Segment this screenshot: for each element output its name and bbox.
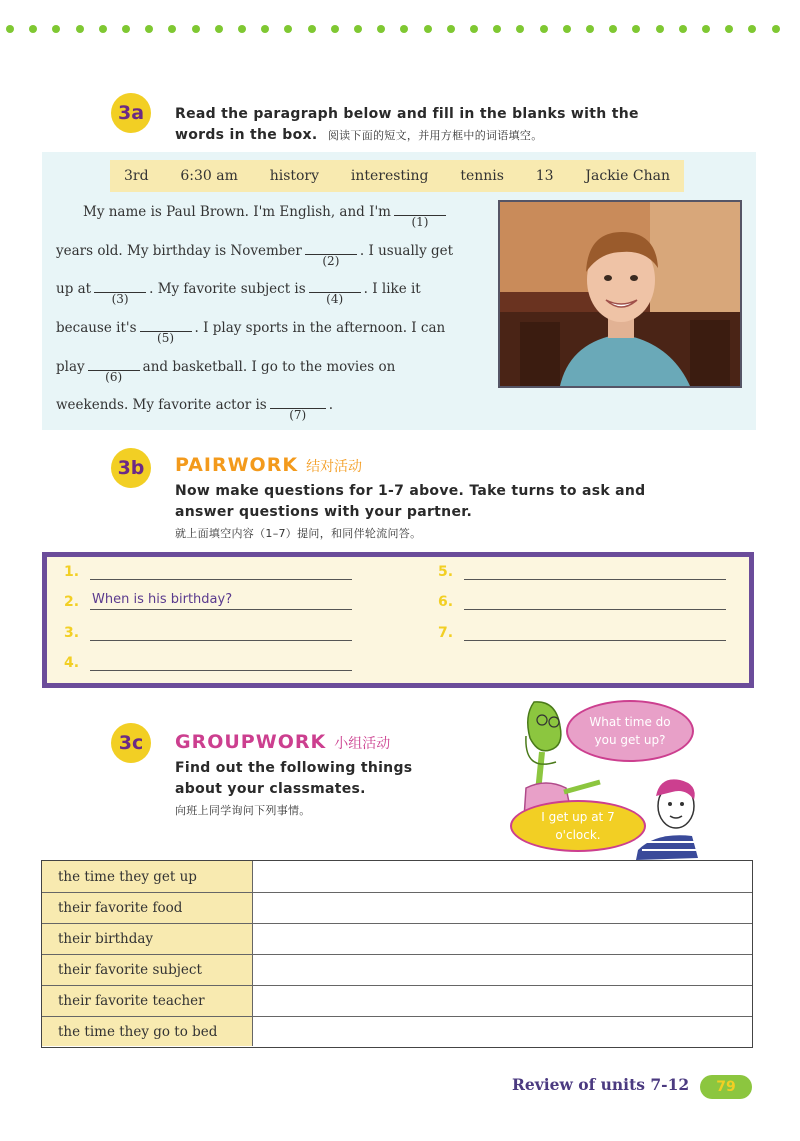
word-box-item: 6:30 am <box>180 168 238 184</box>
table-row-label: their birthday <box>42 924 253 954</box>
table-row <box>42 1017 752 1046</box>
question-item-4: 4. <box>64 653 352 671</box>
border-dot <box>493 25 501 33</box>
border-dot <box>6 25 14 33</box>
table-row-answer-cell[interactable] <box>253 955 752 985</box>
question-item-6: 6. <box>438 592 726 610</box>
table-row-label: the time they get up <box>42 861 253 892</box>
cartoon-boy-figure <box>636 779 698 860</box>
word-box-item: history <box>269 168 320 184</box>
border-dot <box>470 25 478 33</box>
smiling-boy-photo <box>498 200 742 388</box>
word-box-item: interesting <box>350 168 429 184</box>
blank-5[interactable]: (5) <box>140 318 192 332</box>
table-row-answer-cell[interactable] <box>253 861 752 892</box>
answer-line[interactable] <box>90 623 352 641</box>
question-speech-bubble: What time do you get up? <box>566 700 694 762</box>
answer-speech-bubble: I get up at 7 o'clock. <box>510 800 646 852</box>
instruction-line-2: words in the box. 阅读下面的短文，并用方框中的词语填空。 <box>175 127 543 143</box>
border-dot <box>679 25 687 33</box>
border-dot <box>238 25 246 33</box>
word-box-item: tennis <box>460 168 504 184</box>
table-row-label: their favorite teacher <box>42 986 253 1016</box>
question-item-1: 1. <box>64 562 352 580</box>
border-dot <box>447 25 455 33</box>
word-box <box>110 160 684 192</box>
instruction-cn: 向班上同学询问下列事情。 <box>175 804 311 817</box>
instruction-line-2: about your classmates. <box>175 781 366 797</box>
border-dot <box>261 25 269 33</box>
border-dot <box>308 25 316 33</box>
border-dot <box>400 25 408 33</box>
section-3c-badge: 3c <box>111 723 151 763</box>
groupwork-table <box>41 860 753 1048</box>
blank-1[interactable]: (1) <box>394 202 446 216</box>
border-dot <box>702 25 710 33</box>
answer-line[interactable] <box>90 653 352 671</box>
border-dot <box>586 25 594 33</box>
border-dot <box>656 25 664 33</box>
pairwork-heading <box>175 454 362 476</box>
border-dot <box>563 25 571 33</box>
blank-4[interactable]: (4) <box>309 279 361 293</box>
instruction-line-2: answer questions with your partner. <box>175 504 473 520</box>
border-dot <box>424 25 432 33</box>
border-dot <box>725 25 733 33</box>
border-dot <box>377 25 385 33</box>
border-dot <box>772 25 780 33</box>
table-row <box>42 986 752 1017</box>
border-dot <box>354 25 362 33</box>
border-dot <box>516 25 524 33</box>
section-3a-badge: 3a <box>111 93 151 133</box>
answer-line[interactable] <box>464 623 726 641</box>
groupwork-title: GROUPWORK <box>175 731 327 753</box>
blank-2[interactable]: (2) <box>305 241 357 255</box>
word-box-item: 3rd <box>124 168 149 184</box>
word-box-item: Jackie Chan <box>585 168 670 184</box>
blank-7[interactable]: (7) <box>270 395 326 409</box>
section-3a-instruction <box>175 104 639 146</box>
question-item-5: 5. <box>438 562 726 580</box>
footer-unit-title: Review of units 7-12 <box>512 1075 690 1094</box>
instruction-cn: 阅读下面的短文，并用方框中的词语填空。 <box>327 129 543 142</box>
border-dot <box>122 25 130 33</box>
pairwork-title: PAIRWORK <box>175 454 299 476</box>
word-box-item: 13 <box>535 168 554 184</box>
table-row-answer-cell[interactable] <box>253 893 752 923</box>
groupwork-heading <box>175 731 390 753</box>
question-item-7: 7. <box>438 623 726 641</box>
instruction-line-1: Find out the following things <box>175 760 413 776</box>
border-dot <box>284 25 292 33</box>
section-3b-instruction <box>175 481 645 544</box>
table-row-answer-cell[interactable] <box>253 1017 752 1046</box>
blank-6[interactable]: (6) <box>88 357 140 371</box>
groupwork-title-cn: 小组活动 <box>334 736 391 752</box>
paragraph-line-6: weekends. My favorite actor is (7) . <box>56 397 334 422</box>
answer-line[interactable] <box>90 562 352 580</box>
answer-line[interactable] <box>464 562 726 580</box>
table-row-answer-cell[interactable] <box>253 986 752 1016</box>
section-3c-instruction <box>175 758 412 821</box>
section-3b-badge: 3b <box>111 448 151 488</box>
border-dot <box>76 25 84 33</box>
border-dot <box>540 25 548 33</box>
instruction-line-1: Read the paragraph below and fill in the blanks with the <box>175 106 639 122</box>
border-dot <box>29 25 37 33</box>
border-dot <box>52 25 60 33</box>
page-number: 79 <box>700 1075 752 1099</box>
table-row-label: the time they go to bed <box>42 1017 253 1046</box>
paragraph-line-4: because it's (5) . I play sports in the afternoon. I can <box>56 320 446 345</box>
table-row-label: their favorite food <box>42 893 253 923</box>
paragraph-line-5: play (6) and basketball. I go to the movies on <box>56 359 396 384</box>
question-item-3: 3. <box>64 623 352 641</box>
table-row <box>42 924 752 955</box>
paragraph-line-1: My name is Paul Brown. I'm English, and I'm (1) <box>83 202 523 220</box>
border-dot <box>99 25 107 33</box>
border-dot <box>748 25 756 33</box>
instruction-line-1: Now make questions for 1-7 above. Take turns to ask and <box>175 483 646 499</box>
answer-line[interactable] <box>464 592 726 610</box>
table-row <box>42 893 752 924</box>
border-dot <box>609 25 617 33</box>
top-dotted-border <box>0 22 800 36</box>
border-dot <box>215 25 223 33</box>
table-row <box>42 955 752 986</box>
table-row <box>42 861 752 893</box>
border-dot <box>632 25 640 33</box>
border-dot <box>192 25 200 33</box>
border-dot <box>331 25 339 33</box>
border-dot <box>168 25 176 33</box>
blank-3[interactable]: (3) <box>94 279 146 293</box>
table-row-label: their favorite subject <box>42 955 253 985</box>
answer-line[interactable]: When is his birthday? <box>90 592 352 610</box>
instruction-cn: 就上面填空内容（1–7）提问，和同伴轮流问答。 <box>175 527 422 540</box>
paragraph-line-3: up at (3) . My favorite subject is (4) . I like it <box>56 281 421 306</box>
question-item-2: 2. When is his birthday? <box>64 592 352 610</box>
photo-illustration <box>500 202 740 386</box>
paragraph-line-2: years old. My birthday is November (2) . I usually get <box>56 243 454 268</box>
table-row-answer-cell[interactable] <box>253 924 752 954</box>
border-dot <box>145 25 153 33</box>
pairwork-title-cn: 结对活动 <box>306 459 363 475</box>
